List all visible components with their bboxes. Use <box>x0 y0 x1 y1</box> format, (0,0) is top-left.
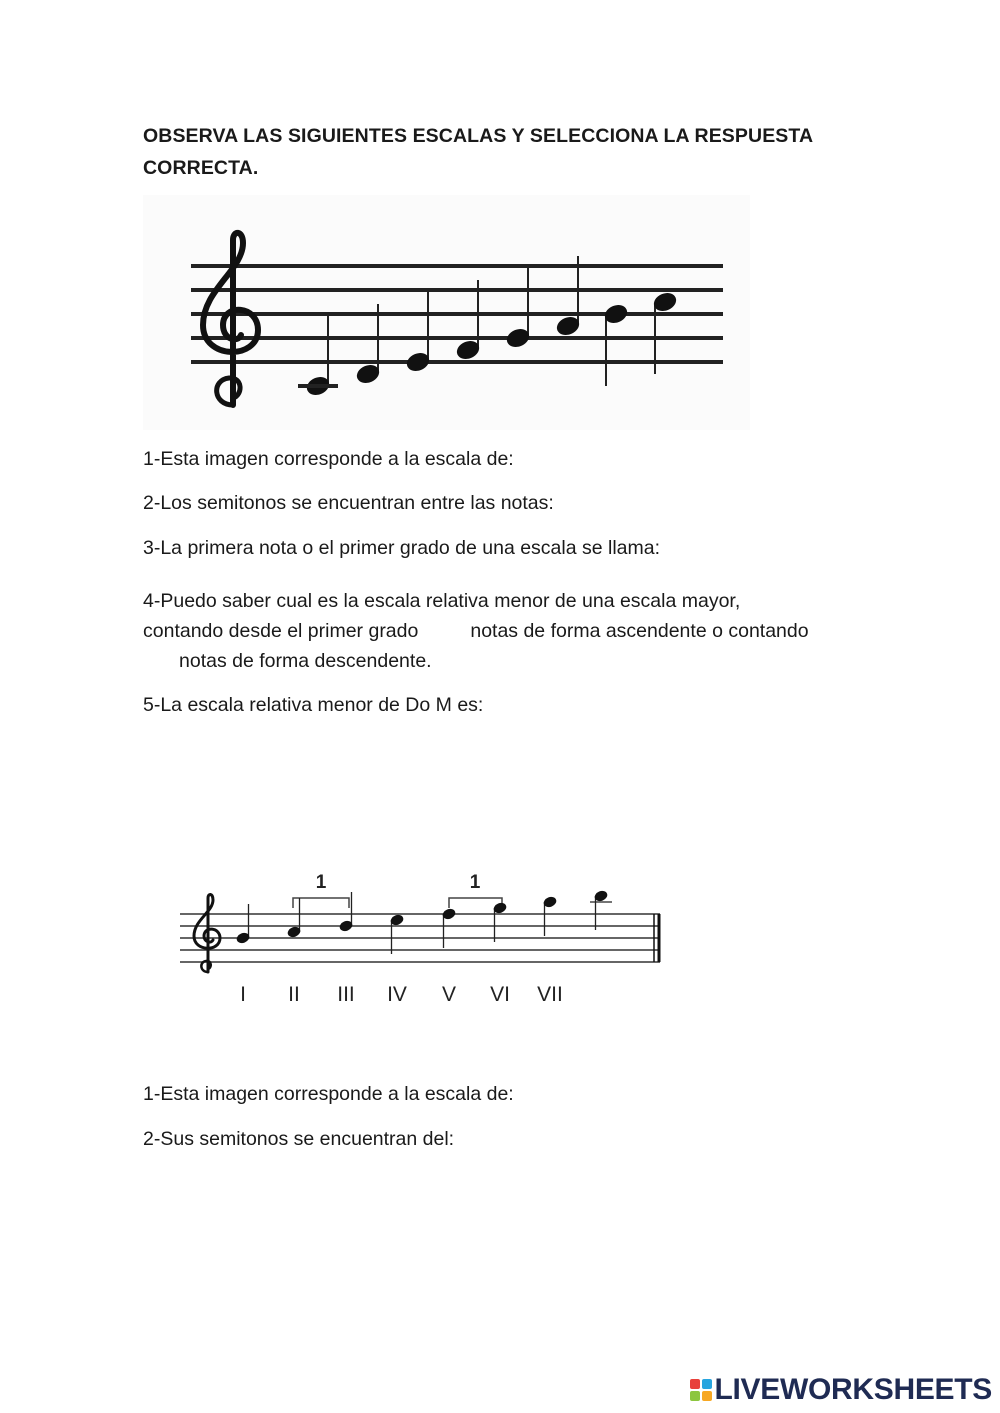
logo-icon <box>690 1379 712 1401</box>
degree-label: VI <box>490 983 510 1006</box>
degree-label: I <box>240 983 246 1006</box>
degree-label: III <box>337 983 355 1006</box>
scale-degrees <box>240 983 563 1006</box>
semitone-bracket-label-1: 1 <box>315 872 327 893</box>
liveworksheets-logo <box>690 1373 993 1407</box>
question-4 <box>143 586 823 676</box>
question-3: 3-La primera nota o el primer grado de una escala se llama: <box>143 537 661 559</box>
question-2: 2-Los semitonos se encuentran entre las notas: <box>143 492 554 514</box>
treble-clef-icon <box>194 894 220 972</box>
degree-label: VII <box>537 983 563 1006</box>
question-2b: 2-Sus semitonos se encuentran del: <box>143 1128 455 1150</box>
question-4-part-3: notas de forma descendente. <box>179 650 432 672</box>
question-1: 1-Esta imagen corresponde a la escala de: <box>143 448 514 470</box>
brand-name: LIVEWORKSHEETS <box>714 1373 992 1406</box>
scale-notes <box>298 256 679 398</box>
degree-label: V <box>441 983 457 1006</box>
degree-label: II <box>288 983 300 1006</box>
page-title: OBSERVA LAS SIGUIENTES ESCALAS Y SELECCIONA LA RESPUESTA CORRECTA. <box>143 125 813 179</box>
semitone-bracket-label-2: 1 <box>469 872 481 893</box>
a-minor-scale-staff <box>170 860 670 1010</box>
degree-label: IV <box>387 983 407 1006</box>
treble-clef-icon <box>203 233 258 405</box>
question-4-part-2: notas de forma ascendente o contando <box>470 620 809 642</box>
question-4-part-1: 4-Puedo saber cual es la escala relativa menor de una escala mayor, contando desde el primer grado <box>143 590 741 642</box>
c-major-scale-staff <box>143 195 750 430</box>
question-1b: 1-Esta imagen corresponde a la escala de: <box>143 1083 514 1105</box>
scale-notes <box>235 889 612 954</box>
question-5: 5-La escala relativa menor de Do M es: <box>143 694 484 716</box>
